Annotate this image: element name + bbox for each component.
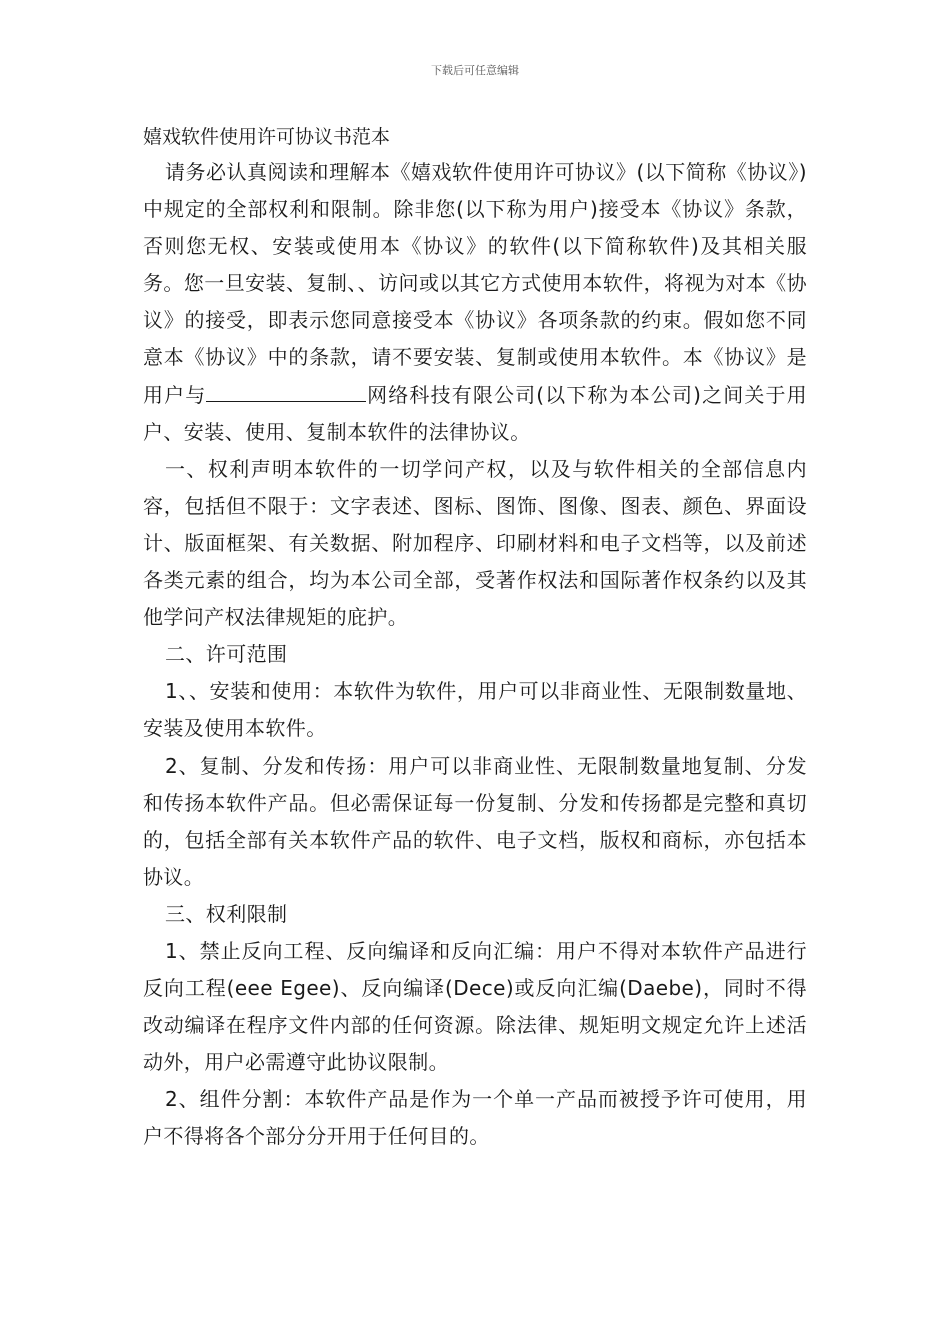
- document-body: [143, 120, 807, 1156]
- intro-text-part2: 网络科技有限公司(以下称为本公司)之间关于用户、安装、使用、复制本软件的法律协议。: [143, 382, 808, 444]
- section-3-heading: 三、权利限制: [165, 901, 288, 926]
- intro-text-part1: 请务必认真阅读和理解本《嬉戏软件使用许可协议》(以下简称《协议》)中规定的全部权利和限制。除非您(以下称为用户)接受本《协议》条款，否则您无权、安装或使用本《协议》的软件(以下简称软件)及其相关服务。您一旦安装、复制、、访问或以其它方式使用本软件，将视为对本《协议》的接受，即表示您同意接受本《协议》各项条款的约束。假如您不同意本《协议》中的条款，请不要安装、复制或使用本软件。本《协议》是用户与: [143, 160, 807, 407]
- page-header: 下载后可任意编辑: [431, 64, 519, 77]
- section-2-item-1: 1、、安装和使用：本软件为软件，用户可以非商业性、无限制数量地、安装及使用本软件。: [143, 679, 807, 741]
- section-3-item-1: 1、禁止反向工程、反向编译和反向汇编：用户不得对本软件产品进行反向工程(eee Egee)、反向编译(Dece)或反向汇编(Daebe)，同时不得改动编译在程序文件内部的任何资源。除法律、规矩明文规定允许上述活动外，用户必需遵守此协议限制。: [143, 938, 807, 1075]
- intro-paragraph: [143, 154, 807, 451]
- company-name-blank: [206, 379, 366, 402]
- section-3-item-2: 2、组件分割：本软件产品是作为一个单一产品而被授予许可使用，用户不得将各个部分分开用于任何目的。: [143, 1087, 807, 1149]
- section-1-paragraph: 一、权利声明本软件的一切学问产权，以及与软件相关的全部信息内容，包括但不限于：文字表述、图标、图饰、图像、图表、颜色、界面设计、版面框架、有关数据、附加程序、印刷材料和电子文档等，以及前述各类元素的组合，均为本公司全部，受著作权法和国际著作权条约以及其他学问产权法律规矩的庇护。: [143, 456, 807, 630]
- document-title: 嬉戏软件使用许可协议书范本: [143, 126, 391, 148]
- section-2-item-2: 2、复制、分发和传扬：用户可以非商业性、无限制数量地复制、分发和传扬本软件产品。但必需保证每一份复制、分发和传扬都是完整和真切的，包括全部有关本软件产品的软件、电子文档，版权和商标，亦包括本协议。: [143, 753, 807, 889]
- section-2-heading: 二、许可范围: [165, 642, 288, 667]
